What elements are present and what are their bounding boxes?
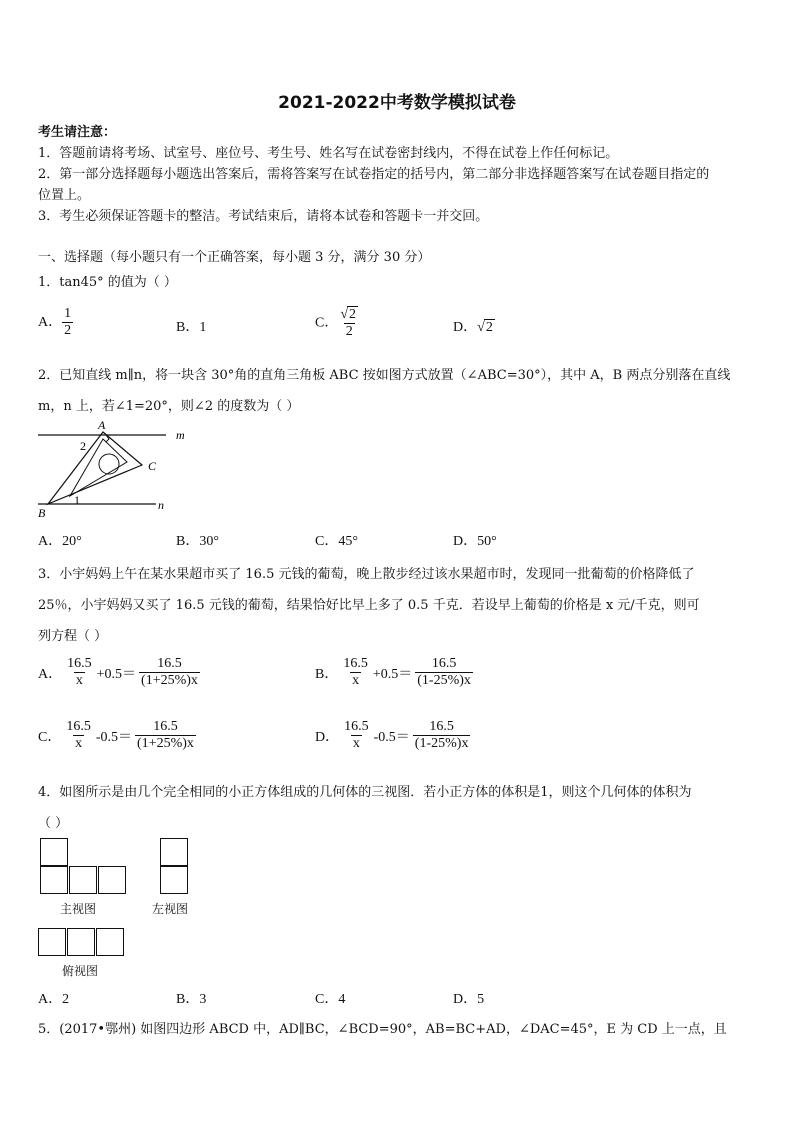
numerator: 16.5: [153, 719, 178, 734]
question-5-stem: 5．(2017•鄂州) 如图四边形 ABCD 中，AD∥BC，∠BCD=90°，AB=BC+AD，∠DAC=45°，E 为 CD 上一点，且: [38, 1022, 727, 1037]
denominator: (1+25%)x: [137, 736, 194, 752]
q1-option-c-fraction: [338, 306, 360, 340]
q4-option-a: A．2: [38, 992, 70, 1007]
q2-option-d: D．50°: [453, 534, 497, 549]
denominator: x: [352, 736, 360, 752]
denominator: (1+25%)x: [141, 673, 198, 689]
q1-option-c-label: C．: [315, 315, 339, 331]
square-cell: [38, 928, 66, 956]
front-view-caption: 主视图: [60, 902, 97, 916]
left-view-caption: 左视图: [152, 902, 189, 916]
fraction: [342, 719, 371, 752]
q2-option-b: B．30°: [176, 534, 219, 549]
q4-option-b: B．3: [176, 992, 207, 1007]
q2-option-c: C．45°: [315, 534, 358, 549]
numerator: 16.5: [157, 656, 182, 671]
q1-option-a: [38, 306, 73, 339]
numerator: 16.5: [66, 719, 91, 734]
option-label: B．: [315, 666, 339, 682]
front-view-drawing: [40, 838, 128, 896]
denominator: 2: [345, 324, 353, 340]
label-m: m: [176, 428, 185, 442]
question-2-line-1: 2．已知直线 m∥n，将一块含 30°角的直角三角板 ABC 按如图方式放置（∠ABC=30°），其中 A，B 两点分别落在直线: [38, 368, 731, 383]
operator: -0.5＝: [95, 729, 133, 745]
q4-option-c: C．4: [315, 992, 346, 1007]
denominator: x: [75, 673, 83, 689]
left-view-drawing: [160, 838, 190, 896]
fraction: [64, 719, 93, 752]
q1-option-d-label: D．: [453, 320, 478, 335]
notice-item: 位置上。: [38, 188, 91, 203]
square-cell: [96, 928, 124, 956]
notice-item: 3．考生必须保证答题卡的整洁。考试结束后，请将本试卷和答题卡一并交回。: [38, 209, 489, 224]
sqrt-sign: √: [477, 320, 485, 335]
top-view-caption: 俯视图: [62, 964, 99, 978]
fraction: [415, 656, 473, 689]
q1-option-a-fraction: [62, 306, 73, 339]
denominator: x: [352, 673, 360, 689]
square-cell: [40, 838, 68, 866]
radicand: 2: [349, 307, 357, 322]
denominator: 2: [64, 323, 72, 339]
question-2-line-2: m，n 上，若∠1=20°，则∠2 的度数为（ ）: [38, 399, 300, 414]
fraction: [135, 719, 196, 752]
numerator: 16.5: [343, 656, 368, 671]
q1-option-b: B．1: [176, 320, 207, 335]
denominator: (1-25%)x: [417, 673, 471, 689]
triangle-hole: [99, 454, 119, 474]
square-cell: [69, 866, 97, 894]
square-cell: [160, 838, 188, 866]
operator: -0.5＝: [373, 729, 410, 745]
question-4-paren: （ ）: [38, 816, 69, 831]
triangle-abc: [48, 432, 142, 504]
notice-heading: 考生请注意：: [38, 125, 117, 140]
top-view-drawing: [38, 928, 126, 958]
label-c: C: [148, 459, 157, 473]
denominator: x: [75, 736, 83, 752]
numerator: 16.5: [344, 719, 369, 734]
q3-option-b: [315, 656, 473, 689]
q2-figure: [30, 418, 200, 522]
radicand: 2: [485, 320, 493, 335]
q1-option-d: [453, 316, 495, 336]
q3-option-c: [38, 719, 196, 752]
section-heading: 一、选择题（每小题只有一个正确答案，每小题 3 分，满分 30 分）: [38, 250, 431, 265]
square-cell: [160, 866, 188, 894]
fraction: [413, 719, 471, 752]
numerator: 1: [64, 306, 72, 321]
question-1-stem: 1．tan45° 的值为（ ）: [38, 275, 177, 290]
square-cell: [40, 866, 68, 894]
q3-option-a: [38, 656, 200, 689]
numerator: 16.5: [429, 719, 454, 734]
question-3-line-3: 列方程（ ）: [38, 629, 108, 644]
option-label: C．: [38, 729, 62, 745]
denominator: (1-25%)x: [414, 736, 469, 752]
label-angle-1: 1: [74, 493, 80, 507]
question-4-stem: 4．如图所示是由几个完全相同的小正方体组成的几何体的三视图．若小正方体的体积是1，则这个几何体的体积为: [38, 785, 692, 800]
label-b: B: [38, 506, 46, 520]
page-title: 2021-2022中考数学模拟试卷: [278, 93, 516, 113]
notice-item: 1．答题前请将考场、试室号、座位号、考生号、姓名写在试卷密封线内，不得在试卷上作任何标记。: [38, 146, 619, 161]
q4-option-d: D．5: [453, 992, 485, 1007]
numerator: 16.5: [67, 656, 92, 671]
label-a: A: [98, 418, 106, 432]
operator: +0.5＝: [372, 666, 413, 682]
question-3-line-2: 25％，小宇妈妈又买了 16.5 元钱的葡萄，结果恰好比早上多了 0.5 千克．若设早上葡萄的价格是 x 元/千克，则可: [38, 598, 700, 613]
numerator: 16.5: [431, 656, 457, 671]
q3-option-d: [315, 719, 470, 752]
square-cell: [98, 866, 126, 894]
q1-option-c: [315, 306, 360, 340]
notice-item: 2．第一部分选择题每小题选出答案后，需将答案写在试卷指定的括号内，第二部分非选择题答案写在试卷题目指定的: [38, 167, 710, 182]
fraction: [139, 656, 200, 689]
option-label: D．: [315, 729, 340, 745]
question-3-line-1: 3．小宇妈妈上午在某水果超市买了 16.5 元钱的葡萄，晚上散步经过该水果超市时，发现同一批葡萄的价格降低了: [38, 567, 695, 582]
label-angle-2: 2: [80, 439, 86, 453]
q1-option-a-label: A．: [38, 314, 63, 330]
fraction: [65, 656, 94, 689]
label-n: n: [158, 498, 164, 512]
option-label: A．: [38, 666, 63, 682]
numerator: √2: [340, 307, 357, 322]
operator: +0.5＝: [96, 666, 137, 682]
square-cell: [67, 928, 95, 956]
fraction: [341, 656, 370, 689]
q2-option-a: A．20°: [38, 534, 82, 549]
